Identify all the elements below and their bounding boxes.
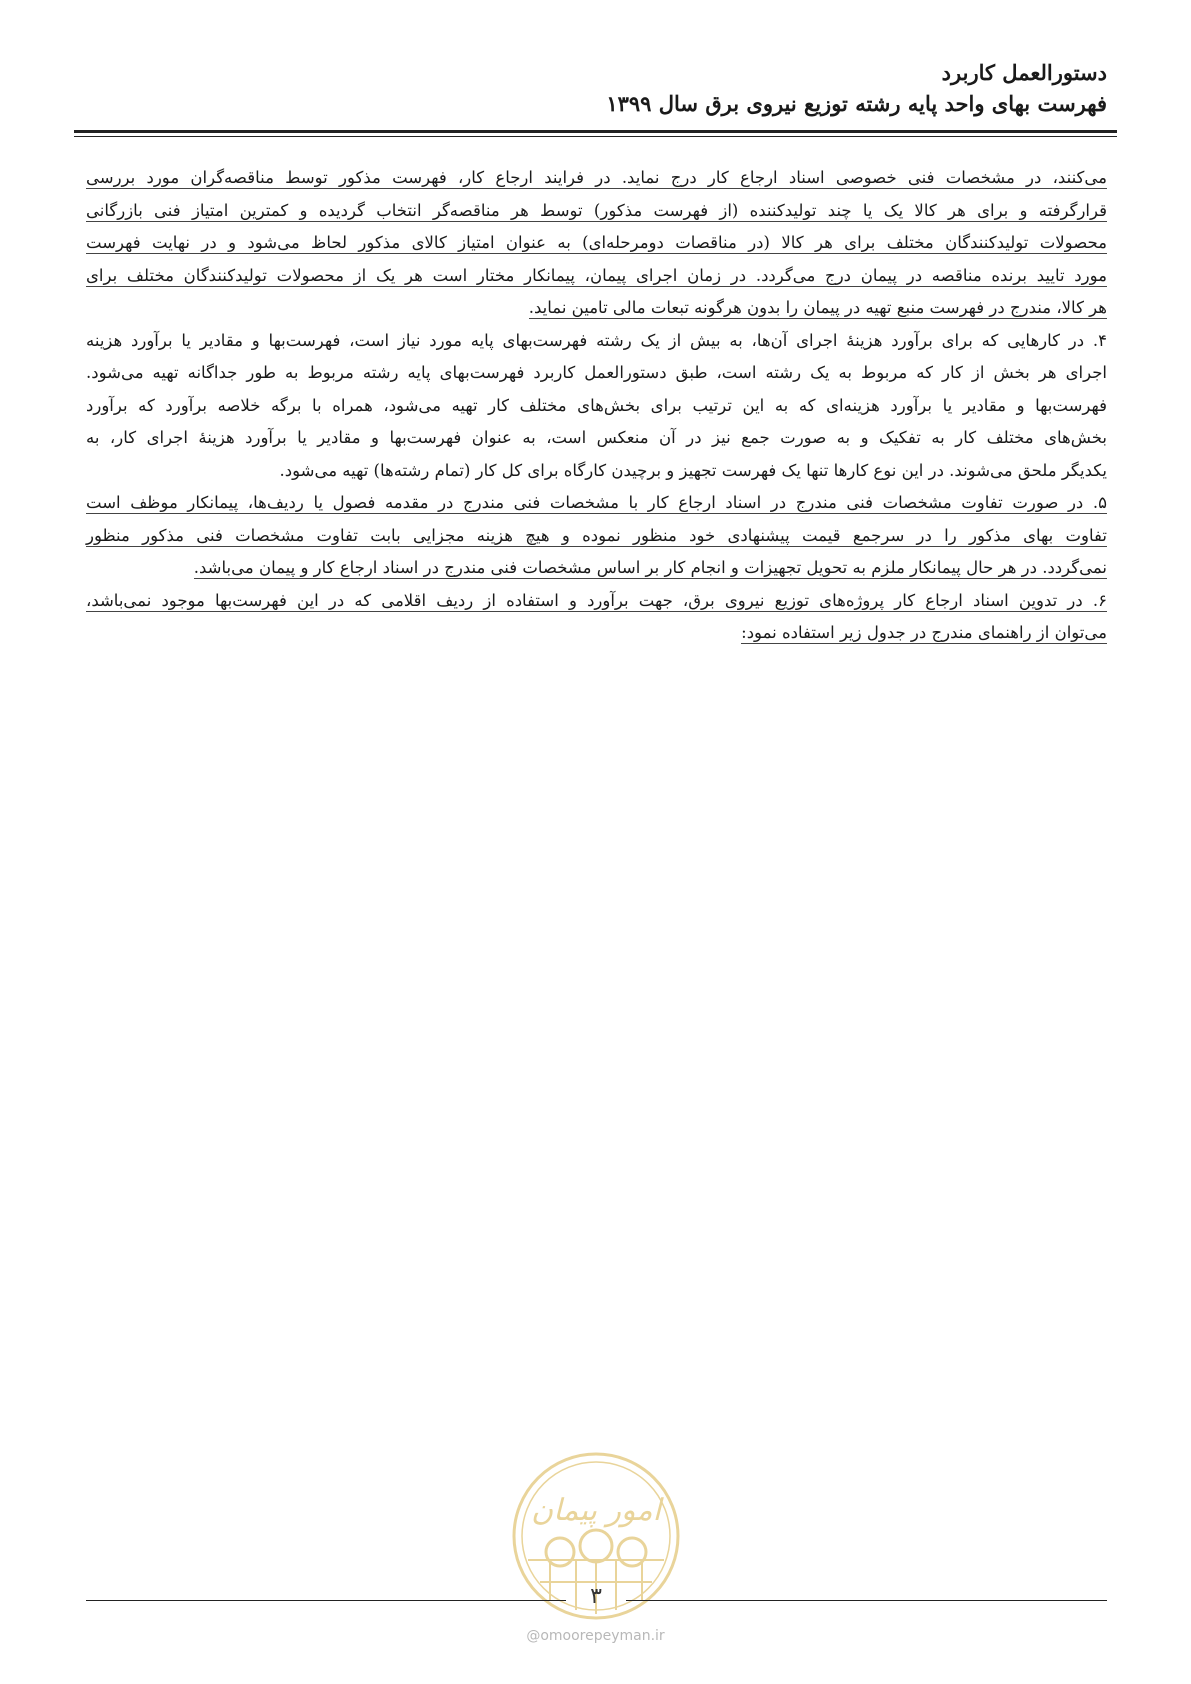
- page-number: ۳: [590, 1584, 602, 1609]
- paragraph-item-5: [86, 487, 1107, 585]
- text-line: ۴. در کارهایی که برای برآورد هزینهٔ اجرای آن‌ها، به بیش از یک رشته فهرست‌بهای پایه مورد نیاز است، فهرست‌بها و مقادیر یا برآورد هزینه: [86, 330, 1107, 350]
- header-subtitle: فهرست بهای واحد پایه رشته توزیع نیروی برق سال ۱۳۹۹: [606, 91, 1107, 116]
- text-line: تفاوت بهای مذکور را در سرجمع قیمت پیشنهادی خود منظور نموده و هیچ هزینه مجزایی بابت تفاوت مشخصات فنی مذکور منظور: [86, 525, 1107, 545]
- text-line: می‌توان از راهنمای مندرج در جدول زیر استفاده نمود:: [741, 623, 1107, 642]
- svg-text:امور پیمان: امور پیمان: [531, 1493, 661, 1528]
- paragraph-continued: [86, 162, 1107, 325]
- text-line: محصولات تولیدکنندگان مختلف برای هر کالا (در مناقصات دومرحله‌ای) به عنوان امتیاز کالای مذکور لحاظ می‌شود و در نهایت فهرست: [86, 233, 1107, 252]
- document-body: [86, 162, 1107, 650]
- paragraph-item-4: [86, 325, 1107, 488]
- header-rule-thick: [74, 130, 1117, 133]
- text-line: اجرای هر بخش از کار که مربوط به یک رشته است، طبق دستورالعمل کاربرد فهرست‌بهای پایه رشته مربوط به طور جداگانه تهیه می‌شود.: [86, 363, 1107, 382]
- website-watermark: @omoorepeyman.ir: [526, 1628, 665, 1644]
- text-line: هر کالا، مندرج در فهرست منبع تهیه در پیمان را بدون هرگونه تبعات مالی تامین نماید.: [528, 298, 1107, 317]
- paragraph-item-6: [86, 585, 1107, 650]
- text-line: ۶. در تدوین اسناد ارجاع کار پروژه‌های توزیع نیروی برق، جهت برآورد و استفاده از ردیف اقلامی که در این فهرست‌بها موجود نمی‌باشد،: [86, 590, 1107, 610]
- text-line: ۵. در صورت تفاوت مشخصات فنی مندرج در اسناد ارجاع کار با مشخصات فنی مندرج در مقدمه فصول یا ردیف‌ها، پیمانکار موظف است: [86, 493, 1107, 512]
- document-header: [84, 58, 1107, 120]
- text-line: بخش‌های مختلف کار به تفکیک و به صورت جمع نیز در آن منعکس است، به عنوان فهرست‌بها و مقادیر یا برآورد هزینهٔ اجرای کار، به: [86, 428, 1107, 447]
- header-rule-thin: [74, 136, 1117, 137]
- footer-rule-left: [86, 1600, 566, 1601]
- text-line: قرارگرفته و برای هر کالا یک یا چند تولیدکننده (از فهرست مذکور) توسط هر مناقصه‌گر انتخاب گردیده و کمترین امتیاز فنی بازرگانی: [86, 200, 1107, 220]
- text-line: فهرست‌بها و مقادیر یا برآورد هزینه‌ای که به این ترتیب برای بخش‌های مختلف کار تهیه می‌شود، همراه با برگه خلاصه برآورد که برآورد: [86, 395, 1107, 415]
- text-line: می‌کنند، در مشخصات فنی خصوصی اسناد ارجاع کار درج نماید. در فرایند ارجاع کار، فهرست مذکور توسط مناقصه‌گران مورد بررسی: [86, 168, 1107, 187]
- text-line: یکدیگر ملحق می‌شوند. در این نوع کارها تنها یک فهرست تجهیز و برچیدن کارگاه برای کل کار (تمام رشته‌ها) تهیه می‌شود.: [279, 460, 1107, 480]
- text-line: نمی‌گردد. در هر حال پیمانکار ملزم به تحویل تجهیزات و انجام کار بر اساس مشخصات فنی مندرج در اسناد ارجاع کار و پیمان می‌باشد.: [193, 558, 1107, 577]
- footer-rule-right: [626, 1600, 1107, 1601]
- header-title: دستورالعمل کاربرد: [941, 60, 1107, 85]
- text-line: مورد تایید برنده مناقصه در پیمان درج می‌گردد. در زمان اجرای پیمان، پیمانکار مختار است هر یک از محصولات تولیدکنندگان مختلف برای: [86, 265, 1107, 285]
